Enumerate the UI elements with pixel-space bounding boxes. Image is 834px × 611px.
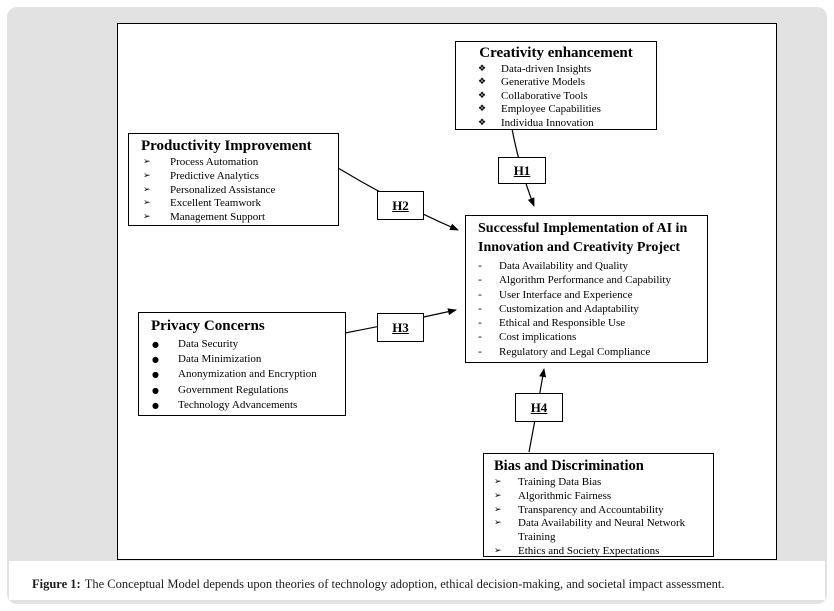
privacy-list [139, 337, 345, 413]
list-item: ➢ Transparency and Accountability [494, 503, 664, 516]
list-item: ➢ Management Support [143, 211, 266, 224]
figure-caption-label: Figure 1: [32, 577, 81, 591]
bullet-diamond-icon: ❖ [478, 77, 487, 88]
bullet-arrow-icon: ➢ [494, 477, 502, 487]
central-list [466, 259, 707, 359]
list-item: - Ethical and Responsible Use [478, 316, 626, 330]
list-item: - Data Availability and Quality [478, 259, 629, 272]
list-item: - User Interface and Experience [478, 287, 633, 301]
list-item: ● Government Regulations [152, 383, 345, 398]
creativity-list [456, 63, 656, 130]
list-item: ➢ Personalized Assistance [143, 183, 276, 196]
bullet-dot-icon: ● [152, 355, 159, 365]
bullet-dash-icon: - [478, 273, 482, 287]
privacy-title: Privacy Concerns [151, 318, 265, 334]
bias-list [484, 476, 713, 559]
bullet-arrow-icon: ➢ [143, 170, 151, 181]
box-privacy-concerns [138, 312, 346, 416]
hypothesis-h4-label: H4 [515, 393, 563, 422]
bullet-arrow-icon: ➢ [143, 198, 151, 209]
list-item: ➢ Ethics and Society Expectations [494, 544, 660, 557]
bullet-dot-icon: ● [152, 385, 159, 395]
box-bias-discrimination [483, 453, 714, 557]
list-item: ● Anonymization and Encryption [152, 367, 345, 382]
bullet-diamond-icon: ❖ [478, 117, 487, 128]
creativity-title: Creativity enhancement [479, 45, 633, 61]
list-item: ❖ Generative Models [478, 76, 585, 89]
bullet-dash-icon: - [478, 344, 482, 358]
bullet-dash-icon: - [478, 259, 482, 272]
productivity-list [129, 156, 338, 225]
figure-caption [32, 576, 812, 592]
list-item: - Regulatory and Legal Compliance [478, 344, 651, 358]
central-title: Successful Implementation of AI in Innovation and Creativity Project [478, 221, 688, 255]
list-item: ➢ Predictive Analytics [143, 169, 259, 182]
list-item: ➢ Process Automation [143, 156, 259, 168]
list-item: ➢ Training Data Bias [494, 476, 602, 488]
list-item: ❖ Employee Capabilities [478, 103, 601, 116]
bullet-arrow-icon: ➢ [143, 157, 151, 167]
hypothesis-h1-label: H1 [498, 157, 546, 184]
box-successful-implementation [465, 215, 708, 363]
bullet-arrow-icon: ➢ [494, 518, 502, 529]
bullet-diamond-icon: ❖ [478, 90, 487, 101]
list-item: ❖ Collaborative Tools [478, 89, 588, 102]
bullet-arrow-icon: ➢ [143, 184, 151, 195]
list-item: ● Technology Advancements [152, 398, 345, 413]
bullet-diamond-icon: ❖ [478, 64, 487, 74]
box-creativity-enhancement [455, 41, 657, 130]
bullet-arrow-icon: ➢ [494, 545, 502, 556]
bullet-dash-icon: - [478, 316, 482, 330]
list-item: ❖ Data-driven Insights [478, 63, 592, 75]
list-item: ❖ Individua Innovation [478, 116, 594, 129]
bias-title: Bias and Discrimination [494, 458, 644, 474]
list-item: ● Data Security [152, 337, 345, 352]
figure-caption-text: The Conceptual Model depends upon theories of technology adoption, ethical decision-making, and societal impact assessment. [84, 577, 725, 591]
bullet-dot-icon: ● [152, 340, 159, 349]
list-item: - Algorithm Performance and Capability [478, 273, 671, 287]
list-item: ● Data Minimization [152, 352, 345, 367]
list-item: ➢ Data Availability and Neural Network Training [494, 517, 686, 544]
productivity-title: Productivity Improvement [141, 138, 312, 154]
bullet-dash-icon: - [478, 330, 482, 344]
list-item: - Customization and Adaptability [478, 301, 639, 315]
list-item: ➢ Excellent Teamwork [143, 197, 261, 210]
box-productivity-improvement [128, 133, 339, 226]
bullet-arrow-icon: ➢ [494, 504, 502, 515]
bullet-diamond-icon: ❖ [478, 104, 487, 115]
hypothesis-h2-label: H2 [377, 191, 424, 220]
bullet-dot-icon: ● [152, 370, 159, 380]
bullet-arrow-icon: ➢ [143, 212, 151, 223]
bullet-dot-icon: ● [152, 400, 159, 410]
bullet-arrow-icon: ➢ [494, 490, 502, 501]
list-item: ➢ Algorithmic Fairness [494, 489, 612, 502]
bullet-dash-icon: - [478, 287, 482, 301]
bullet-dash-icon: - [478, 301, 482, 315]
hypothesis-h3-label: H3 [377, 313, 424, 342]
list-item: - Cost implications [478, 330, 577, 344]
